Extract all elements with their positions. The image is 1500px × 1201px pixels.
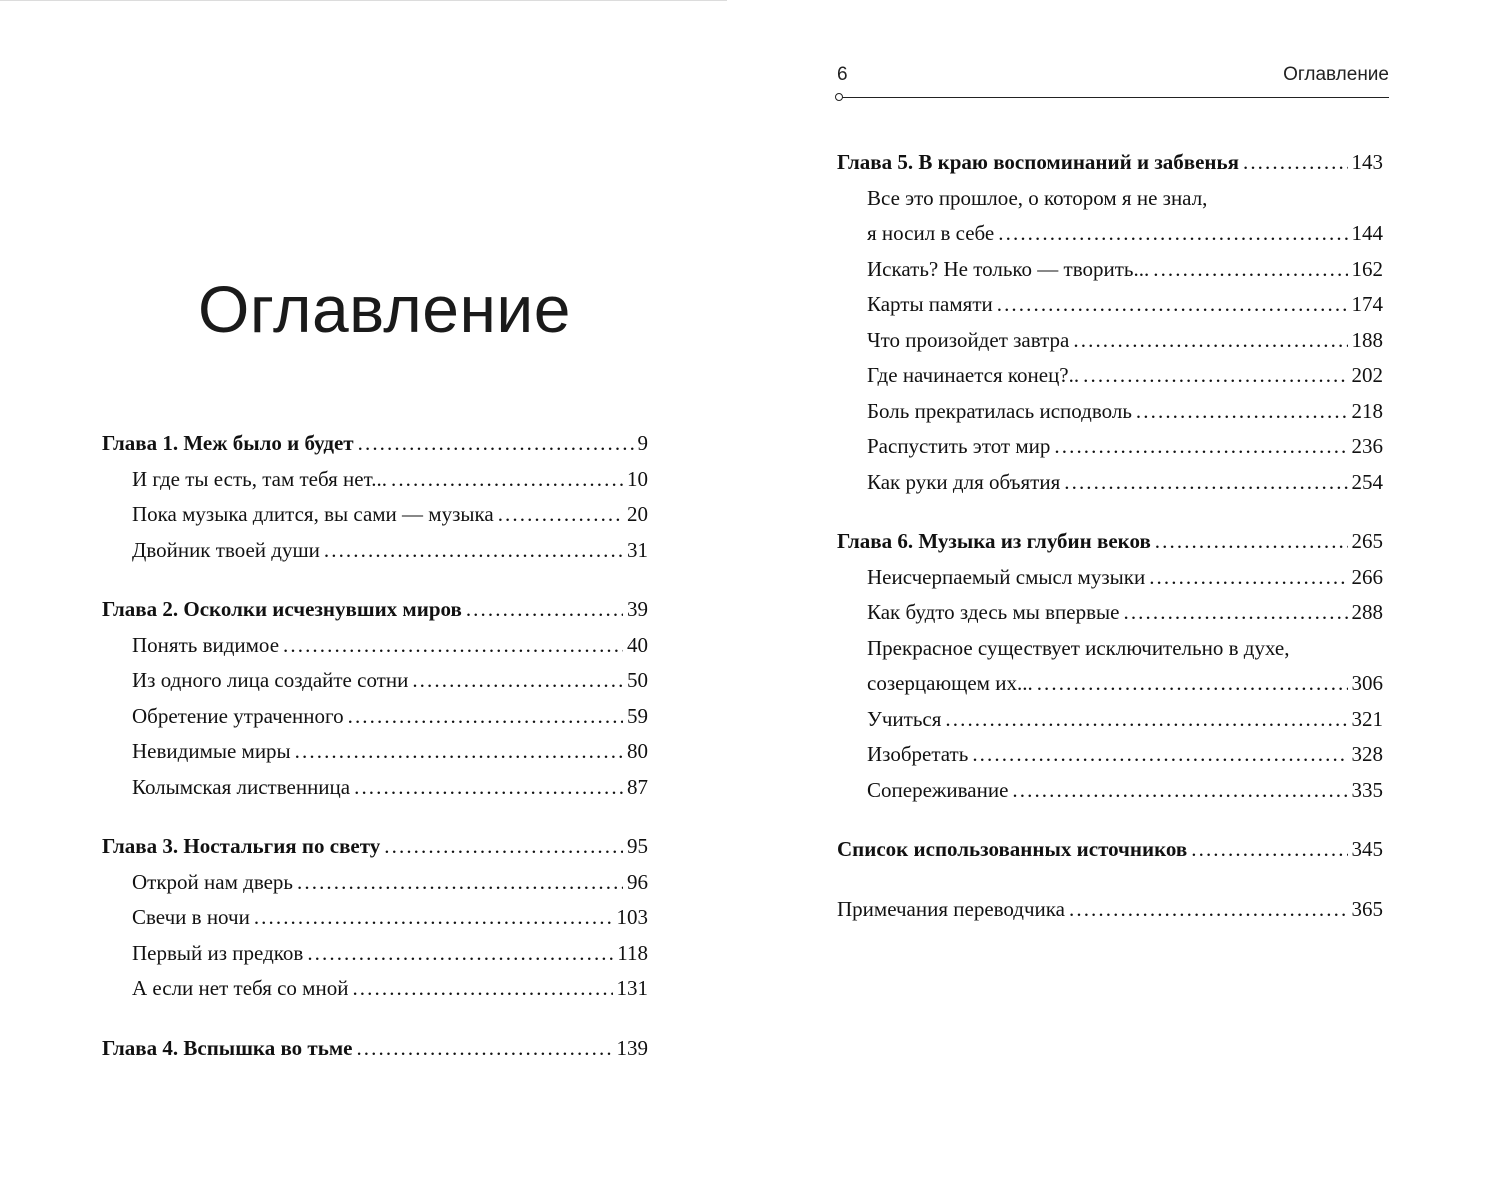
dot-leader: [356, 1031, 612, 1067]
dot-leader: [297, 865, 623, 901]
toc-entry-title: Распустить этот мир: [867, 434, 1051, 458]
toc-entry-title: Из одного лица создайте сотни: [132, 668, 409, 692]
dot-leader: [1136, 394, 1348, 430]
toc-section-entry[interactable]: [837, 773, 1383, 809]
toc-page-number: 144: [1351, 221, 1383, 245]
toc-entry-title: Свечи в ночи: [132, 905, 250, 929]
toc-page-number: 50: [627, 668, 648, 692]
dot-leader: [1155, 524, 1348, 560]
toc-page-number: 188: [1351, 327, 1383, 352]
dot-leader: [295, 734, 623, 770]
toc-entry-title: Примечания переводчика: [837, 896, 1065, 921]
toc-section-entry[interactable]: [102, 533, 648, 569]
toc-page-number: 162: [1351, 256, 1383, 281]
toc-page-number: 266: [1351, 564, 1383, 589]
toc-section-entry[interactable]: [102, 497, 648, 533]
toc-page-number: 202: [1351, 363, 1383, 387]
toc-page-number: 20: [627, 502, 648, 526]
toc-chapter-entry[interactable]: [837, 145, 1383, 181]
dot-leader: [1064, 465, 1347, 501]
toc-section-entry[interactable]: [102, 462, 648, 498]
toc-chapter-entry[interactable]: [102, 426, 648, 462]
toc-page-number: 9: [637, 431, 648, 455]
toc-page-number: 288: [1351, 600, 1383, 624]
toc-section-entry[interactable]: [102, 770, 648, 806]
dot-leader: [1037, 666, 1348, 702]
toc-entry-title: Глава 1. Меж было и будет: [102, 431, 354, 455]
dot-leader: [354, 770, 623, 806]
dot-leader: [307, 936, 613, 972]
dot-leader: [1054, 429, 1347, 465]
toc-chapter-entry[interactable]: [102, 592, 648, 628]
dot-leader: [1012, 773, 1347, 809]
toc-entry-title: Глава 6. Музыка из глубин веков: [837, 529, 1151, 553]
dot-leader: [466, 592, 623, 628]
toc-entry-title: Обретение утраченного: [132, 703, 344, 728]
toc-page-number: 31: [627, 537, 648, 562]
toc-page-number: 59: [627, 703, 648, 728]
toc-entry-title: Глава 4. Вспышка во тьме: [102, 1035, 353, 1060]
toc-entry-title: А если нет тебя со мной: [132, 976, 349, 1000]
toc-section-entry[interactable]: [837, 358, 1383, 394]
dot-leader: [358, 426, 634, 462]
toc-page-number: 218: [1351, 398, 1383, 423]
toc-page-number: 103: [616, 905, 648, 929]
toc-entry-title: Как будто здесь мы впервые: [867, 600, 1120, 624]
toc-entry-title-line2: я носил в себе: [867, 221, 995, 245]
dot-leader: [391, 462, 623, 498]
toc-bibliography-entry[interactable]: [837, 832, 1383, 868]
toc-entry-title: Искать? Не только — творить...: [867, 256, 1150, 281]
toc-entry-title: Двойник твоей души: [132, 537, 320, 562]
toc-section-entry[interactable]: [102, 865, 648, 901]
toc-entry-title: Первый из предков: [132, 940, 304, 965]
toc-list-left: [102, 426, 648, 1066]
toc-page-number: 87: [627, 774, 648, 799]
toc-entry-title: Боль прекратилась исподволь: [867, 398, 1132, 423]
toc-list-right: [837, 145, 1383, 927]
toc-section-entry[interactable]: [102, 663, 648, 699]
toc-page-number: 335: [1351, 777, 1383, 802]
dot-leader: [1191, 832, 1347, 868]
toc-entry-title: Что произойдет завтра: [867, 327, 1070, 352]
toc-page-number: 254: [1351, 469, 1383, 494]
toc-page-number: 10: [627, 466, 648, 491]
toc-section-entry[interactable]: [102, 699, 648, 735]
dot-leader: [1073, 323, 1347, 359]
toc-page-number: 80: [627, 739, 648, 763]
toc-section-entry[interactable]: [837, 595, 1383, 631]
toc-page-number: 39: [627, 597, 648, 621]
rule-end-dot: [835, 93, 843, 101]
toc-page-number: 321: [1351, 706, 1383, 731]
toc-entry-title: Неисчерпаемый смысл музыки: [867, 564, 1146, 589]
toc-section-entry[interactable]: [837, 560, 1383, 596]
page-title: Оглавление: [198, 272, 571, 346]
toc-entry-title-line1: Все это прошлое, о котором я не знал,: [867, 185, 1208, 210]
toc-section-entry[interactable]: [102, 628, 648, 664]
dot-leader: [1149, 560, 1347, 596]
toc-chapter-entry[interactable]: [837, 524, 1383, 560]
toc-page-number: 143: [1351, 150, 1383, 174]
toc-section-entry[interactable]: [837, 287, 1383, 323]
dot-leader: [352, 971, 612, 1007]
toc-entry-title: Колымская лиственница: [132, 774, 351, 799]
toc-section-entry[interactable]: [102, 900, 648, 936]
toc-section-entry[interactable]: [837, 252, 1383, 288]
toc-section-entry[interactable]: [837, 181, 1383, 252]
toc-section-entry[interactable]: [837, 323, 1383, 359]
toc-section-entry[interactable]: [102, 971, 648, 1007]
toc-section-entry[interactable]: [102, 936, 648, 972]
toc-chapter-entry[interactable]: [102, 1031, 648, 1067]
dot-leader: [254, 900, 613, 936]
toc-page-number: 40: [627, 632, 648, 657]
toc-page-number: 131: [616, 976, 648, 1000]
dot-leader: [324, 533, 623, 569]
dot-leader: [1069, 892, 1348, 928]
toc-section-entry[interactable]: [102, 734, 648, 770]
toc-entry-title: Сопереживание: [867, 777, 1009, 802]
toc-entry-title: Изобретать: [867, 742, 969, 766]
toc-section-entry[interactable]: [837, 394, 1383, 430]
toc-entry-title: Глава 2. Осколки исчезнувших миров: [102, 597, 462, 621]
toc-entry-title-line1: Прекрасное существует исключительно в духе,: [867, 635, 1290, 660]
toc-entry-title-line2: созерцающем их...: [867, 671, 1033, 695]
toc-page-number: 96: [627, 869, 648, 894]
toc-entry-last-line: [867, 666, 1383, 702]
dot-leader: [998, 216, 1347, 252]
toc-entry-title: Карты памяти: [867, 292, 993, 316]
running-head-title: Оглавление: [1283, 64, 1389, 85]
toc-entry-title: Пока музыка длится, вы сами — музыка: [132, 502, 494, 526]
toc-entry-title: Как руки для объятия: [867, 469, 1061, 494]
toc-page-number: 265: [1351, 529, 1383, 553]
page-number: 6: [837, 64, 848, 85]
toc-page-number: 328: [1351, 742, 1383, 766]
toc-page-number: 95: [627, 834, 648, 858]
toc-page-number: 365: [1351, 896, 1383, 921]
toc-notes-entry[interactable]: [837, 892, 1383, 928]
toc-entry-title: И где ты есть, там тебя нет...: [132, 466, 387, 491]
dot-leader: [997, 287, 1348, 323]
dot-leader: [412, 663, 623, 699]
toc-entry-title: Список использованных источников: [837, 837, 1188, 861]
toc-entry-title: Где начинается конец?..: [867, 363, 1080, 387]
dot-leader: [498, 497, 623, 533]
header-rule: [841, 97, 1389, 98]
toc-entry-title: Открой нам дверь: [132, 869, 294, 894]
toc-page-number: 174: [1351, 292, 1383, 316]
right-page: [727, 0, 1500, 1200]
toc-entry-last-line: [867, 216, 1383, 252]
toc-chapter-entry[interactable]: [102, 829, 648, 865]
dot-leader: [1153, 252, 1347, 288]
toc-entry-title: Глава 3. Ностальгия по свету: [102, 834, 381, 858]
toc-page-number: 236: [1351, 434, 1383, 458]
toc-section-entry[interactable]: [837, 429, 1383, 465]
toc-page-number: 306: [1351, 671, 1383, 695]
dot-leader: [348, 699, 623, 735]
toc-entry-title: Глава 5. В краю воспоминаний и забвенья: [837, 150, 1239, 174]
dot-leader: [283, 628, 623, 664]
toc-page-number: 345: [1351, 837, 1383, 861]
dot-leader: [972, 737, 1347, 773]
toc-page-number: 139: [616, 1035, 648, 1060]
dot-leader: [1243, 145, 1348, 181]
dot-leader: [945, 702, 1347, 738]
dot-leader: [384, 829, 623, 865]
left-page: [0, 0, 727, 1201]
toc-section-entry[interactable]: [837, 702, 1383, 738]
dot-leader: [1083, 358, 1347, 394]
toc-page-number: 118: [617, 940, 648, 965]
toc-section-entry[interactable]: [837, 737, 1383, 773]
toc-section-entry[interactable]: [837, 465, 1383, 501]
toc-entry-title: Понять видимое: [132, 632, 280, 657]
toc-section-entry[interactable]: [837, 631, 1383, 702]
dot-leader: [1123, 595, 1347, 631]
toc-entry-title: Невидимые миры: [132, 739, 291, 763]
toc-entry-title: Учиться: [867, 706, 942, 731]
